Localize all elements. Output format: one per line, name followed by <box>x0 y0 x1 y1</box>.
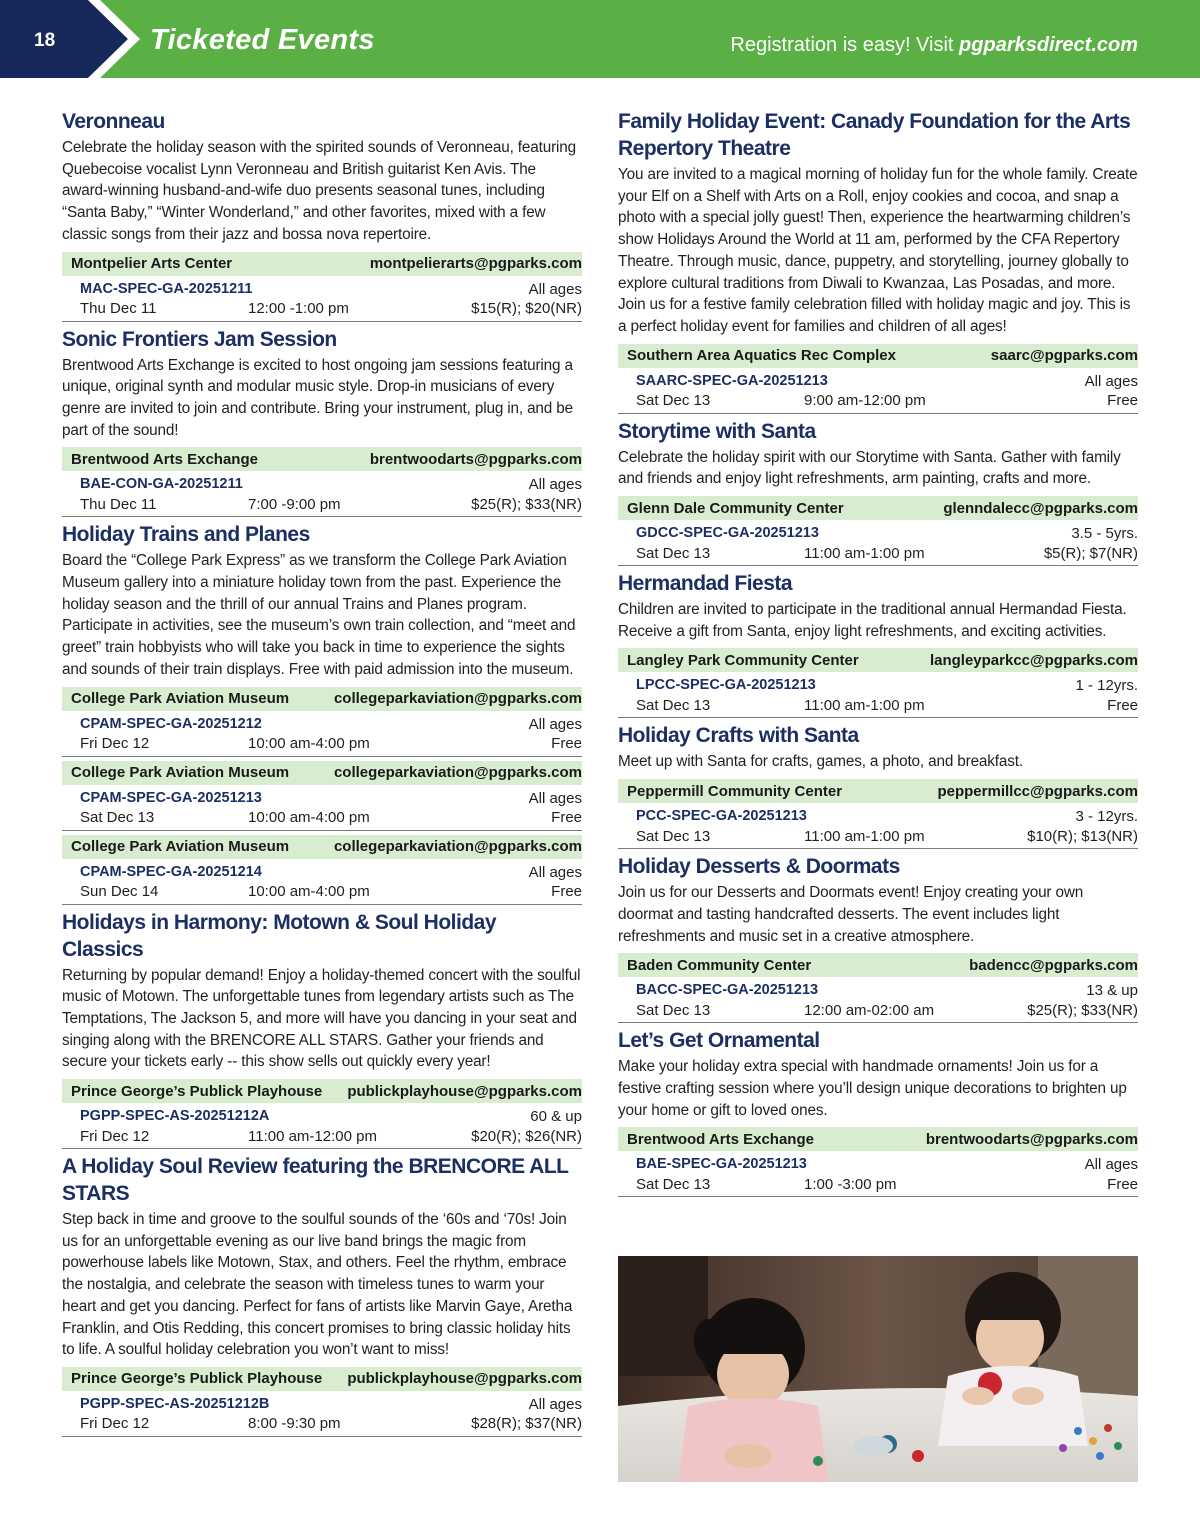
session-price: Free <box>551 883 582 901</box>
session-time: 9:00 am-12:00 pm <box>804 392 926 410</box>
event-listing <box>62 326 582 518</box>
session-price: $15(R); $20(NR) <box>471 300 582 318</box>
registration-note: Registration is easy! Visit pgparksdirect.com <box>730 34 1138 56</box>
event-description: Join us for our Desserts and Doormats event! Enjoy creating your own doormat and tasting handcrafted desserts. The event includes light refreshments and music set in a creative atmosphere. <box>618 884 1084 945</box>
location-bar <box>618 496 1138 520</box>
location-name: Prince George’s Publick Playhouse <box>71 1082 323 1100</box>
session-time: 11:00 am-1:00 pm <box>804 544 925 562</box>
location-name: College Park Aviation Museum <box>71 764 290 782</box>
age-range: All ages <box>528 789 582 807</box>
session-time: 8:00 -9:30 pm <box>248 1415 341 1433</box>
session-price: $5(R); $7(NR) <box>1043 544 1138 562</box>
event-listing <box>618 853 1138 1023</box>
location-name: Baden Community Center <box>627 956 812 974</box>
activity-code[interactable]: LPCC-SPEC-GA-20251213 <box>636 677 816 694</box>
location-email[interactable]: montpelierarts@pgparks.com <box>369 255 582 273</box>
activity-code[interactable]: CPAM-SPEC-GA-20251212 <box>80 715 262 732</box>
age-range: 60 & up <box>530 1108 582 1126</box>
session-date: Fri Dec 12 <box>80 735 150 753</box>
activity-code[interactable]: MAC-SPEC-GA-20251211 <box>80 280 253 297</box>
event-description: Celebrate the holiday spirit with our Storytime with Santa. Gather with family and friends and enjoy light refreshments, arm painting, crafts and more. <box>618 448 1121 488</box>
session-date: Sat Dec 13 <box>636 1175 711 1193</box>
session-price: $28(R); $37(NR) <box>471 1415 582 1433</box>
location-email[interactable]: collegeparkaviation@pgparks.com <box>333 764 582 782</box>
location-email[interactable]: brentwoodarts@pgparks.com <box>369 450 582 468</box>
age-range: All ages <box>1084 1156 1138 1174</box>
location-email[interactable]: publickplayhouse@pgparks.com <box>347 1082 582 1100</box>
registration-link[interactable]: pgparksdirect.com <box>959 34 1138 56</box>
session-row <box>62 471 582 517</box>
event-description: Meet up with Santa for crafts, games, a photo, and breakfast. <box>618 753 1023 771</box>
location-bar <box>618 779 1138 803</box>
event-description: Brentwood Arts Exchange is excited to host ongoing jam sessions featuring a unique, original synth and modular music style. Drop-in musicians of every genre are invited to join and contribute. Bring your instrument, plug in, and be part of the sound! <box>62 356 573 439</box>
page-header <box>0 0 1200 78</box>
session-row <box>62 711 582 757</box>
session-row <box>62 1103 582 1149</box>
session-date: Sat Dec 13 <box>636 544 711 562</box>
session-date: Sun Dec 14 <box>80 883 159 901</box>
event-title: Family Holiday Event: Canady Foundation for the Arts Repertory Theatre <box>618 110 1131 160</box>
location-name: Langley Park Community Center <box>627 651 859 669</box>
event-description: Board the “College Park Express” as we transform the College Park Aviation Museum gallery into a miniature holiday town from the past. Experience the holiday season and the thrill of our annual Trains and Planes program. Participate in activities, see the museum’s own train collection, and “meet and greet” train hobbyists who will take you back in time to experience the sights and sounds of their train displays. Free with paid admission into the museum. <box>62 552 576 678</box>
location-email[interactable]: badencc@pgparks.com <box>969 956 1138 974</box>
session-time: 12:00 -1:00 pm <box>248 300 349 318</box>
session-row <box>618 1151 1138 1197</box>
location-bar <box>618 344 1138 368</box>
event-description: You are invited to a magical morning of holiday fun for the whole family. Create your Elf on a Shelf with Arts on a Roll, enjoy cookies and cocoa, and snap a photo with a special jolly guest! Then, experience the heartwarming children’s show Holidays Around the World at 11 am, performed by the CFA Repertory Theatre. Through music, dance, puppetry, and storytelling, journey globally to explore cultural traditions from Diwali to Kwanzaa, Las Posadas, and more. Join us for a festive family celebration filled with holiday magic and joy. This is a perfect holiday event for families and children of all ages! <box>618 166 1138 335</box>
event-listing <box>62 108 582 322</box>
age-range: All ages <box>528 863 582 881</box>
location-name: College Park Aviation Museum <box>71 838 290 856</box>
event-description: Returning by popular demand! Enjoy a holiday-themed concert with the soulful music of Motown. The unforgettable tunes from legendary artists such as The Temptations, The Jackson 5, and more will have you dancing in your seat and singing along with the BRENCORE ALL STARS. Gather your friends and secure your tickets early -- this show sells out quickly every year! <box>62 966 581 1071</box>
activity-code[interactable]: GDCC-SPEC-GA-20251213 <box>636 525 819 542</box>
page-number-tab <box>0 0 140 78</box>
event-title: Sonic Frontiers Jam Session <box>62 327 337 351</box>
activity-code[interactable]: SAARC-SPEC-GA-20251213 <box>636 372 828 389</box>
event-listing <box>62 521 582 904</box>
location-name: Prince George’s Publick Playhouse <box>71 1370 323 1388</box>
location-email[interactable]: saarc@pgparks.com <box>990 347 1138 365</box>
session-row <box>62 1391 582 1437</box>
age-range: 3 - 12yrs. <box>1075 808 1138 826</box>
event-description: Make your holiday extra special with handmade ornaments! Join us for a festive crafting session where you’ll design unique decorations to brighten up your home or gift to loved ones. <box>618 1058 1127 1119</box>
age-range: 1 - 12yrs. <box>1075 677 1138 695</box>
activity-code[interactable]: PGPP-SPEC-AS-20251212B <box>80 1395 270 1412</box>
session-date: Thu Dec 11 <box>80 300 157 318</box>
location-email[interactable]: peppermillcc@pgparks.com <box>937 782 1138 800</box>
session-row <box>618 803 1138 849</box>
event-title: Holiday Crafts with Santa <box>618 724 859 748</box>
page-number: 18 <box>34 30 56 51</box>
session-date: Sat Dec 13 <box>636 696 711 714</box>
event-listing <box>62 909 582 1150</box>
session-date: Thu Dec 11 <box>80 495 157 513</box>
age-range: 13 & up <box>1086 982 1138 1000</box>
session-time: 12:00 am-02:00 am <box>804 1001 935 1019</box>
location-bar <box>618 648 1138 672</box>
activity-code[interactable]: CPAM-SPEC-GA-20251214 <box>80 863 262 880</box>
activity-code[interactable]: BAE-CON-GA-20251211 <box>80 476 243 493</box>
activity-code[interactable]: CPAM-SPEC-GA-20251213 <box>80 789 262 806</box>
session-price: Free <box>1107 696 1138 714</box>
session-date: Sat Dec 13 <box>636 1001 711 1019</box>
session-price: $10(R); $13(NR) <box>1027 827 1138 845</box>
event-description: Step back in time and groove to the soulful sounds of the ‘60s and ‘70s! Join us for an unforgettable evening as our live band brings the magic from powerhouse labels like Motown, Stax, and others. Feel the rhythm, embrace the nostalgia, and celebrate the season with timeless tunes to warm your heart and get you dancing. Perfect for fans of artists like Marvin Gaye, Aretha Franklin, and Otis Redding, this concert promises to bring classic holiday hits to life. A soulful holiday celebration you won’t want to miss! <box>62 1211 573 1359</box>
event-listing <box>618 418 1138 566</box>
location-name: Montpelier Arts Center <box>71 255 233 273</box>
age-range: 3.5 - 5yrs. <box>1071 525 1138 543</box>
session-row <box>618 520 1138 566</box>
session-row <box>618 368 1138 414</box>
event-listing <box>618 1027 1138 1197</box>
event-title: Storytime with Santa <box>618 419 816 443</box>
location-bar <box>62 1367 582 1391</box>
session-price: $25(R); $33(NR) <box>1027 1001 1138 1019</box>
left-column <box>62 108 582 1441</box>
location-bar <box>62 835 582 859</box>
event-listing <box>618 570 1138 718</box>
location-bar <box>62 761 582 785</box>
session-row <box>618 672 1138 718</box>
session-time: 11:00 am-12:00 pm <box>248 1127 377 1145</box>
event-title: Let’s Get Ornamental <box>618 1029 820 1053</box>
location-bar <box>62 252 582 276</box>
location-email[interactable]: glenndalecc@pgparks.com <box>943 499 1138 517</box>
event-title: Holiday Desserts & Doormats <box>618 855 900 879</box>
session-price: Free <box>1107 392 1138 410</box>
location-email[interactable]: collegeparkaviation@pgparks.com <box>333 690 582 708</box>
event-listing <box>618 722 1138 849</box>
event-listing <box>62 1153 582 1437</box>
location-name: Glenn Dale Community Center <box>627 499 844 517</box>
event-description: Children are invited to participate in the traditional annual Hermandad Fiesta. Receive a gift from Santa, enjoy light refreshments, and exciting activities. <box>618 601 1127 640</box>
location-bar <box>62 447 582 471</box>
session-row <box>62 859 582 905</box>
activity-code[interactable]: BAE-SPEC-GA-20251213 <box>636 1156 807 1173</box>
event-title: A Holiday Soul Review featuring the BRENCORE ALL STARS <box>62 1155 569 1206</box>
age-range: All ages <box>528 476 582 494</box>
session-price: Free <box>1107 1175 1138 1193</box>
event-title: Hermandad Fiesta <box>618 572 793 596</box>
session-row <box>618 977 1138 1023</box>
event-description: Celebrate the holiday season with the spirited sounds of Veronneau, featuring Quebecoise vocalist Lynn Veronneau and British guitarist Ken Avis. The award-winning husband-and-wife duo presents seasonal tunes, including “Santa Baby,” “Winter Wonderland,” and other favorites, mixed with a few classic songs from their jazz and bossa nova repertoire. <box>62 139 576 243</box>
session-time: 11:00 am-1:00 pm <box>804 696 925 714</box>
activity-code[interactable]: PCC-SPEC-GA-20251213 <box>636 808 807 825</box>
session-price: Free <box>551 809 582 827</box>
session-date: Sat Dec 13 <box>80 809 155 827</box>
location-email[interactable]: publickplayhouse@pgparks.com <box>347 1370 582 1388</box>
session-price: $25(R); $33(NR) <box>471 495 582 513</box>
location-bar <box>618 953 1138 977</box>
session-row <box>62 276 582 322</box>
session-price: Free <box>551 735 582 753</box>
session-date: Sat Dec 13 <box>636 392 711 410</box>
session-date: Sat Dec 13 <box>636 827 711 845</box>
event-title: Holidays in Harmony: Motown & Soul Holiday Classics <box>62 910 497 961</box>
location-bar <box>62 1079 582 1103</box>
activity-code[interactable]: PGPP-SPEC-AS-20251212A <box>80 1108 270 1125</box>
session-time: 10:00 am-4:00 pm <box>248 883 370 901</box>
section-title: Ticketed Events <box>150 24 375 56</box>
location-name: Peppermill Community Center <box>627 782 843 800</box>
location-email[interactable]: brentwoodarts@pgparks.com <box>925 1130 1138 1148</box>
age-range: All ages <box>1084 372 1138 390</box>
event-title: Veronneau <box>62 110 165 133</box>
location-name: Brentwood Arts Exchange <box>627 1130 814 1148</box>
right-column <box>618 108 1138 1201</box>
event-title: Holiday Trains and Planes <box>62 523 310 547</box>
children-crafting-photo <box>618 1256 1138 1482</box>
session-price: $20(R); $26(NR) <box>471 1127 582 1145</box>
age-range: All ages <box>528 280 582 298</box>
session-date: Fri Dec 12 <box>80 1415 150 1433</box>
session-row <box>62 785 582 831</box>
location-name: Southern Area Aquatics Rec Complex <box>627 347 896 365</box>
age-range: All ages <box>528 1395 582 1413</box>
session-time: 1:00 -3:00 pm <box>804 1175 897 1193</box>
event-listing <box>618 108 1138 414</box>
location-bar <box>62 687 582 711</box>
location-name: College Park Aviation Museum <box>71 690 290 708</box>
activity-code[interactable]: BACC-SPEC-GA-20251213 <box>636 982 819 999</box>
location-name: Brentwood Arts Exchange <box>71 450 258 468</box>
session-date: Fri Dec 12 <box>80 1127 150 1145</box>
session-time: 7:00 -9:00 pm <box>248 495 341 513</box>
location-email[interactable]: collegeparkaviation@pgparks.com <box>333 838 582 856</box>
location-bar <box>618 1127 1138 1151</box>
session-time: 11:00 am-1:00 pm <box>804 827 925 845</box>
age-range: All ages <box>528 715 582 733</box>
session-time: 10:00 am-4:00 pm <box>248 735 370 753</box>
location-email[interactable]: langleyparkcc@pgparks.com <box>929 651 1138 669</box>
session-time: 10:00 am-4:00 pm <box>248 809 370 827</box>
